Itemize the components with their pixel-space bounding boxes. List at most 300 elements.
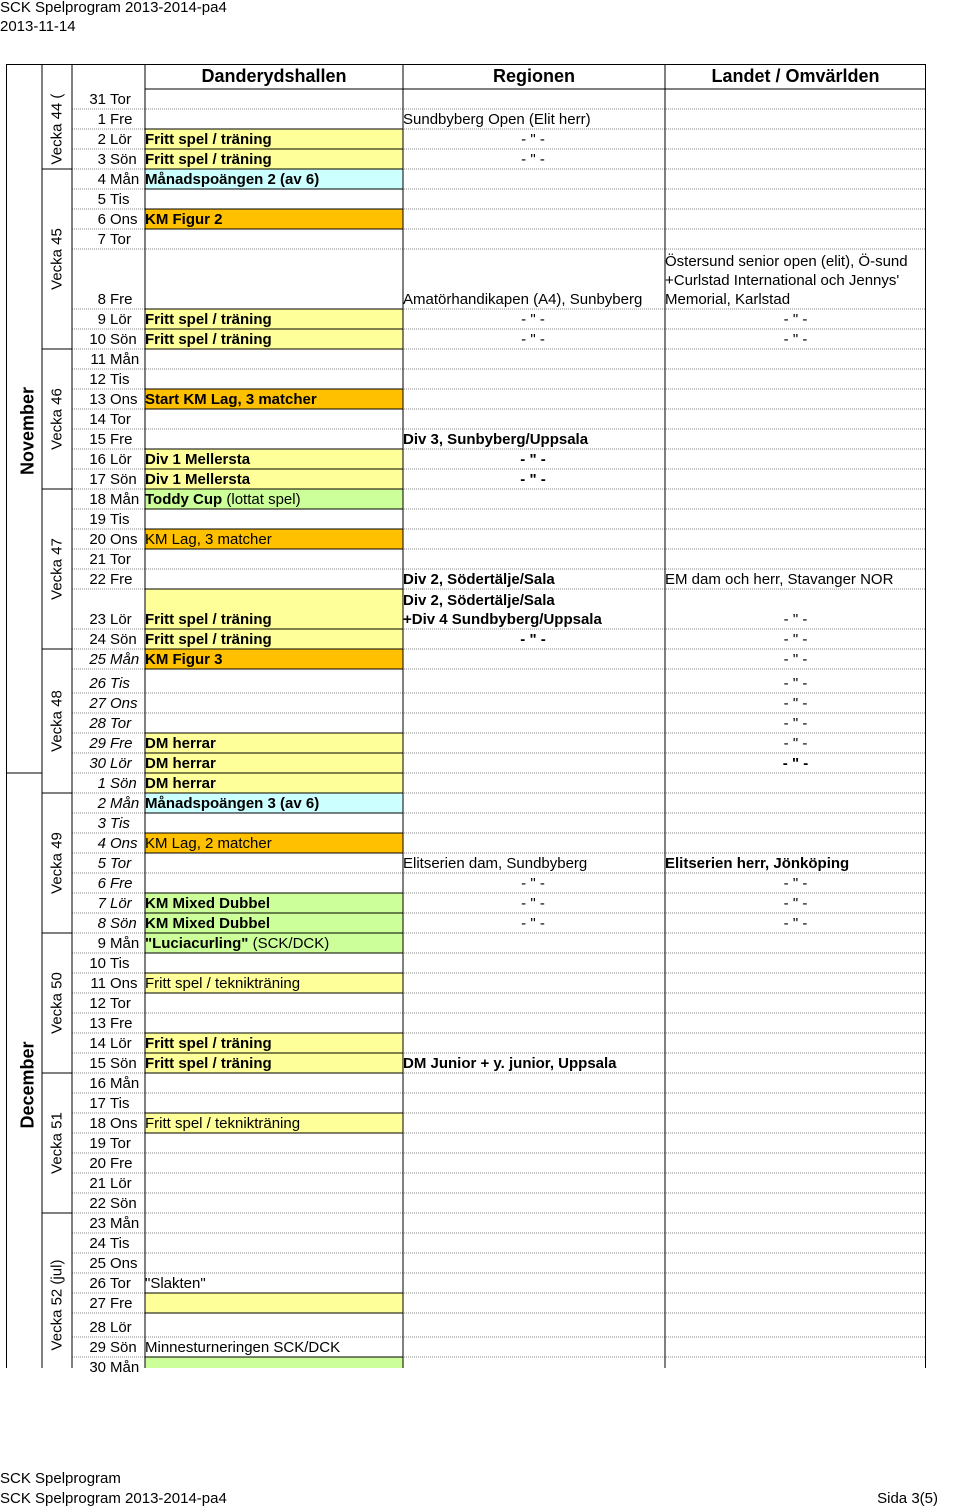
week-text: Vecka 48	[48, 690, 66, 752]
table-row	[6, 209, 926, 229]
activity-text: KM Lag, 2 matcher	[145, 835, 272, 852]
land-event: - " -	[783, 715, 808, 732]
day-number: 22	[89, 1195, 106, 1212]
activity-text: Fritt spel / träning	[145, 1055, 272, 1072]
day-number: 7	[97, 895, 106, 912]
activity-text: Fritt spel / teknikträning	[145, 1115, 301, 1132]
table-row	[6, 1357, 926, 1377]
activity-text: Div 1 Mellersta	[145, 471, 251, 488]
weekday: Lör	[110, 1319, 132, 1336]
table-row	[6, 993, 926, 1013]
danderyd-activity	[145, 1338, 402, 1357]
danderyd-activity	[145, 310, 402, 329]
day-number: 9	[97, 311, 106, 328]
land-event: - " -	[783, 651, 808, 668]
region-event: Div 2, Södertälje/Sala	[403, 592, 555, 609]
region-event: Elitserien dam, Sundbyberg	[403, 855, 588, 872]
month-text: December	[17, 1041, 37, 1129]
day-number: 14	[89, 411, 106, 428]
day-number: 31	[89, 91, 106, 108]
weekday: Ons	[110, 975, 138, 992]
weekday: Lör	[110, 1035, 132, 1052]
day-number: 25	[89, 1255, 106, 1272]
activity-text: Månadspoängen 2 (av 6)	[145, 171, 320, 188]
day-number: 5	[97, 855, 106, 872]
weekday: Sön	[110, 151, 137, 168]
weekday: Mån	[110, 1075, 140, 1092]
day-number: 1	[97, 111, 106, 128]
day-number: 27	[89, 695, 106, 712]
danderyd-activity	[145, 630, 402, 649]
danderyd-activity	[145, 130, 402, 149]
region-event: - " -	[520, 471, 546, 488]
footer-page: Sida 3(5)	[877, 1490, 938, 1507]
land-event: Elitserien herr, Jönköping	[665, 855, 850, 872]
weekday: Ons	[110, 211, 138, 228]
danderyd-activity	[145, 914, 402, 933]
table-row	[6, 109, 926, 129]
weekday: Sön	[110, 331, 137, 348]
month-label-december	[12, 773, 43, 1397]
weekday: Sön	[110, 775, 137, 792]
activity-note: (SCK/DCK)	[248, 935, 330, 952]
table-row	[6, 629, 926, 649]
table-row	[6, 89, 926, 109]
day-number: 1	[97, 775, 106, 792]
week-label	[42, 1073, 72, 1213]
day-number: 19	[89, 511, 106, 528]
table-row	[6, 329, 926, 349]
table-row	[6, 1293, 926, 1313]
weekday: Fre	[110, 1015, 133, 1032]
day-number: 18	[89, 491, 106, 508]
weekday: Fre	[110, 735, 133, 752]
region-event: - " -	[521, 895, 545, 912]
table-row	[6, 1073, 926, 1093]
week-label	[42, 349, 72, 489]
region-event: Amatörhandikapen (A4), Sunbyberg	[403, 291, 643, 308]
weekday: Fre	[110, 1155, 133, 1172]
day-number: 30	[89, 755, 106, 772]
day-number: 25	[89, 651, 106, 668]
danderyd-activity	[145, 794, 402, 813]
day-number: 5	[97, 191, 106, 208]
table-row	[6, 489, 926, 509]
day-number: 29	[89, 735, 106, 752]
activity-text: KM Lag, 3 matcher	[145, 531, 272, 548]
land-event: - " -	[783, 311, 808, 328]
table-row	[6, 753, 926, 773]
table-row	[6, 349, 926, 369]
weekday: Tor	[110, 855, 132, 872]
region-event: DM Junior + y. junior, Uppsala	[403, 1055, 617, 1072]
day-number: 28	[89, 715, 106, 732]
day-number: 10	[89, 955, 106, 972]
activity-text: Toddy Cup	[145, 491, 223, 508]
table-row	[6, 369, 926, 389]
table-row	[6, 509, 926, 529]
weekday: Ons	[110, 1115, 138, 1132]
weekday: Tor	[110, 715, 132, 732]
region-event: - " -	[521, 331, 545, 348]
table-row	[6, 149, 926, 169]
day-number: 12	[89, 371, 106, 388]
activity-text: DM herrar	[145, 735, 216, 752]
weekday: Lör	[110, 1175, 132, 1192]
column-header-region: Regionen	[492, 66, 575, 86]
weekday: Ons	[110, 835, 138, 852]
activity-text: Fritt spel / träning	[145, 611, 272, 628]
day-number: 8	[97, 915, 106, 932]
danderyd-activity	[145, 610, 402, 629]
weekday: Tor	[110, 995, 131, 1012]
table-row	[6, 449, 926, 469]
danderyd-activity	[145, 774, 402, 793]
weekday: Tis	[110, 675, 130, 692]
day-number: 10	[89, 331, 106, 348]
day-number: 18	[89, 1115, 106, 1132]
region-event: Div 3, Sunbyberg/Uppsala	[403, 431, 589, 448]
document-title: SCK Spelprogram 2013-2014-pa4	[0, 0, 227, 16]
day-number: 29	[89, 1339, 106, 1356]
month-label-november	[12, 89, 43, 773]
land-event-line2: +Curlstad International och Jennys'	[665, 272, 900, 289]
land-event: - " -	[782, 755, 809, 772]
footer-file: SCK Spelprogram 2013-2014-pa4	[0, 1490, 227, 1507]
region-event: - " -	[520, 451, 546, 468]
day-number: 15	[89, 431, 106, 448]
table-row	[6, 409, 926, 429]
table-row	[6, 189, 926, 209]
day-number: 16	[89, 451, 106, 468]
day-number: 2	[97, 131, 106, 148]
weekday: Tor	[110, 1135, 131, 1152]
weekday: Mån	[110, 1359, 140, 1376]
danderyd-activity	[145, 170, 402, 189]
day-number: 12	[89, 995, 106, 1012]
week-text: Vecka 46	[48, 388, 66, 450]
table-row	[6, 129, 926, 149]
danderyd-activity	[145, 894, 402, 913]
table-row	[6, 649, 926, 669]
day-number: 17	[89, 1095, 106, 1112]
weekday: Tis	[110, 511, 130, 528]
danderyd-activity	[145, 650, 402, 669]
activity-text: Fritt spel / träning	[145, 331, 272, 348]
weekday: Ons	[110, 1255, 138, 1272]
table-row	[6, 1233, 926, 1253]
day-number: 4	[97, 171, 106, 188]
activity-text: KM Mixed Dubbel	[145, 895, 271, 912]
activity-text: Minnesturneringen SCK/DCK	[145, 1339, 341, 1356]
activity-text: Fritt spel / träning	[145, 631, 272, 648]
column-header-land: Landet / Omvärlden	[711, 66, 880, 86]
danderyd-activity	[145, 974, 402, 993]
activity-text: KM Mixed Dubbel	[145, 915, 271, 932]
danderyd-activity	[145, 1114, 402, 1133]
week-label	[42, 649, 72, 793]
table-row	[6, 893, 926, 913]
danderyd-activity	[145, 210, 402, 229]
weekday: Lör	[110, 131, 132, 148]
region-event: Sundbyberg Open (Elit herr)	[403, 111, 591, 128]
weekday: Tor	[110, 91, 131, 108]
day-number: 14	[89, 1035, 106, 1052]
week-text: Vecka 52 (jul)	[48, 1259, 66, 1351]
weekday: Fre	[110, 291, 133, 308]
table-row	[6, 1173, 926, 1193]
danderyd-activity	[145, 490, 402, 509]
table-row	[6, 773, 926, 793]
table-row	[6, 389, 926, 409]
activity-text: Start KM Lag, 3 matcher	[145, 391, 317, 408]
day-number: 24	[89, 631, 106, 648]
week-text: Vecka 47	[48, 538, 66, 600]
danderyd-activity	[145, 450, 402, 469]
day-number: 26	[89, 1275, 106, 1292]
land-event: Östersund senior open (elit), Ö-sund	[665, 253, 908, 270]
weekday: Ons	[110, 391, 138, 408]
danderyd-activity	[145, 1274, 402, 1293]
day-number: 23	[89, 1215, 106, 1232]
weekday: Tor	[110, 1275, 131, 1292]
week-label	[42, 489, 72, 649]
day-number: 11	[90, 975, 106, 992]
day-number: 3	[97, 151, 106, 168]
day-number: 17	[89, 471, 106, 488]
table-row	[6, 549, 926, 569]
weekday: Fre	[110, 431, 133, 448]
weekday: Mån	[110, 491, 140, 508]
day-number: 20	[89, 1155, 106, 1172]
region-event: - " -	[521, 311, 545, 328]
week-label	[42, 793, 72, 933]
table-row	[6, 933, 926, 953]
land-event: - " -	[783, 331, 808, 348]
region-event: - " -	[521, 151, 545, 168]
weekday: Tor	[110, 411, 131, 428]
footer-label: SCK Spelprogram	[0, 1470, 121, 1487]
land-event: - " -	[783, 915, 808, 932]
activity-note: (lottat spel)	[222, 491, 301, 508]
weekday: Lör	[110, 755, 132, 772]
danderyd-activity	[145, 834, 402, 853]
day-number: 23	[89, 611, 106, 628]
land-event: - " -	[783, 631, 808, 648]
weekday: Tis	[110, 191, 130, 208]
table-row	[6, 469, 926, 489]
weekday: Fre	[110, 571, 133, 588]
week-label	[42, 1213, 72, 1397]
schedule-sheet	[6, 64, 926, 1376]
day-number: 27	[89, 1295, 106, 1312]
table-row	[6, 733, 926, 753]
day-number: 30	[89, 1359, 106, 1376]
table-row	[6, 569, 926, 589]
weekday: Tis	[110, 955, 130, 972]
land-event: - " -	[783, 875, 808, 892]
day-number: 21	[89, 551, 106, 568]
activity-text: Fritt spel / träning	[145, 151, 272, 168]
danderyd-activity	[145, 150, 402, 169]
table-row	[6, 1273, 926, 1293]
day-number: 6	[97, 875, 106, 892]
day-number: 2	[97, 795, 106, 812]
table-row	[6, 1113, 926, 1133]
land-event: - " -	[783, 695, 808, 712]
weekday: Sön	[110, 915, 137, 932]
region-event: - " -	[521, 131, 545, 148]
day-number: 3	[97, 815, 106, 832]
week-text: Vecka 51	[48, 1112, 66, 1174]
table-row	[6, 713, 926, 733]
table-row	[6, 309, 926, 329]
weekday: Tis	[110, 1095, 130, 1112]
day-number: 11	[90, 351, 106, 368]
weekday: Tis	[110, 371, 130, 388]
weekday: Tor	[110, 551, 131, 568]
weekday: Lör	[110, 311, 132, 328]
week-text: Vecka 50	[48, 972, 66, 1034]
weekday: Sön	[110, 631, 137, 648]
table-row	[6, 953, 926, 973]
table-row	[6, 529, 926, 549]
table-row	[6, 813, 926, 833]
weekday: Lör	[110, 451, 132, 468]
week-label	[42, 169, 72, 349]
table-row	[6, 1053, 926, 1073]
week-label	[42, 933, 72, 1073]
day-number: 20	[89, 531, 106, 548]
week-text: Vecka 45	[48, 228, 66, 290]
day-number: 28	[89, 1319, 106, 1336]
land-event: - " -	[783, 895, 808, 912]
activity-text: Fritt spel / teknikträning	[145, 975, 301, 992]
table-row	[6, 973, 926, 993]
weekday: Lör	[110, 611, 132, 628]
weekday: Mån	[110, 1215, 140, 1232]
weekday: Tis	[110, 815, 130, 832]
table-row	[6, 1337, 926, 1357]
danderyd-activity	[145, 470, 402, 489]
week-text: Vecka 44 (	[48, 93, 66, 165]
weekday: Ons	[110, 695, 138, 712]
month-text: November	[17, 386, 37, 476]
day-number: 8	[97, 291, 106, 308]
activity-text: KM Figur 3	[145, 651, 223, 668]
danderyd-activity	[145, 934, 402, 953]
weekday: Mån	[110, 351, 140, 368]
week-label	[42, 89, 72, 169]
table-row	[6, 669, 926, 693]
weekday: Sön	[110, 1339, 137, 1356]
danderyd-activity	[145, 330, 402, 349]
activity-text: Månadspoängen 3 (av 6)	[145, 795, 320, 812]
activity-text: "Slakten"	[145, 1275, 206, 1292]
day-number: 19	[89, 1135, 106, 1152]
table-row	[6, 913, 926, 933]
weekday: Mån	[110, 171, 140, 188]
weekday: Mån	[110, 935, 140, 952]
day-number: 22	[89, 571, 106, 588]
day-number: 6	[97, 211, 106, 228]
activity-text: Fritt spel / träning	[145, 1035, 272, 1052]
table-row	[6, 1313, 926, 1337]
danderyd-activity	[145, 734, 402, 753]
activity-text: KM Figur 2	[145, 211, 223, 228]
table-row	[6, 1133, 926, 1153]
table-row	[6, 1213, 926, 1233]
region-event-line2: +Div 4 Sundbyberg/Uppsala	[403, 611, 602, 628]
day-number: 4	[97, 835, 106, 852]
table-row	[6, 589, 926, 629]
region-event: Div 2, Södertälje/Sala	[403, 571, 555, 588]
activity-text: Fritt spel / träning	[145, 131, 272, 148]
day-number: 13	[89, 1015, 106, 1032]
table-row	[6, 833, 926, 853]
weekday: Sön	[110, 1195, 137, 1212]
land-event: - " -	[783, 735, 808, 752]
weekday: Fre	[110, 875, 133, 892]
danderyd-activity	[145, 1034, 402, 1053]
land-event: - " -	[783, 675, 808, 692]
day-number: 7	[97, 231, 106, 248]
weekday: Mån	[110, 651, 140, 668]
day-number: 21	[89, 1175, 106, 1192]
day-number: 26	[89, 675, 106, 692]
day-number: 13	[89, 391, 106, 408]
activity-text: DM herrar	[145, 755, 216, 772]
table-row	[6, 853, 926, 873]
table-row	[6, 873, 926, 893]
table-row	[6, 1253, 926, 1273]
column-header-danderyd: Danderydshallen	[201, 66, 347, 86]
table-row	[6, 1153, 926, 1173]
table-row	[6, 229, 926, 249]
table-row	[6, 429, 926, 449]
table-row	[6, 1013, 926, 1033]
table-row	[6, 169, 926, 189]
region-event: - " -	[521, 915, 545, 932]
table-row	[6, 1193, 926, 1213]
danderyd-activity	[145, 390, 402, 409]
document-date: 2013-11-14	[0, 18, 76, 35]
weekday: Tor	[110, 231, 131, 248]
week-text: Vecka 49	[48, 832, 66, 894]
day-number: 24	[89, 1235, 106, 1252]
table-row	[6, 693, 926, 713]
table-row	[6, 1093, 926, 1113]
activity-text: Fritt spel / träning	[145, 311, 272, 328]
land-event: EM dam och herr, Stavanger NOR	[665, 571, 894, 588]
region-event: - " -	[521, 875, 545, 892]
table-row	[6, 249, 926, 309]
weekday: Mån	[110, 795, 140, 812]
danderyd-activity	[145, 754, 402, 773]
day-number: 16	[89, 1075, 106, 1092]
activity-text: Div 1 Mellersta	[145, 451, 251, 468]
weekday: Tis	[110, 1235, 130, 1252]
weekday: Fre	[110, 111, 133, 128]
danderyd-activity	[145, 530, 402, 549]
danderyd-activity	[145, 1054, 402, 1073]
table-row	[6, 793, 926, 813]
day-number: 15	[89, 1055, 106, 1072]
land-event: - " -	[783, 611, 808, 628]
weekday: Sön	[110, 1055, 137, 1072]
weekday: Lör	[110, 895, 132, 912]
weekday: Sön	[110, 471, 137, 488]
